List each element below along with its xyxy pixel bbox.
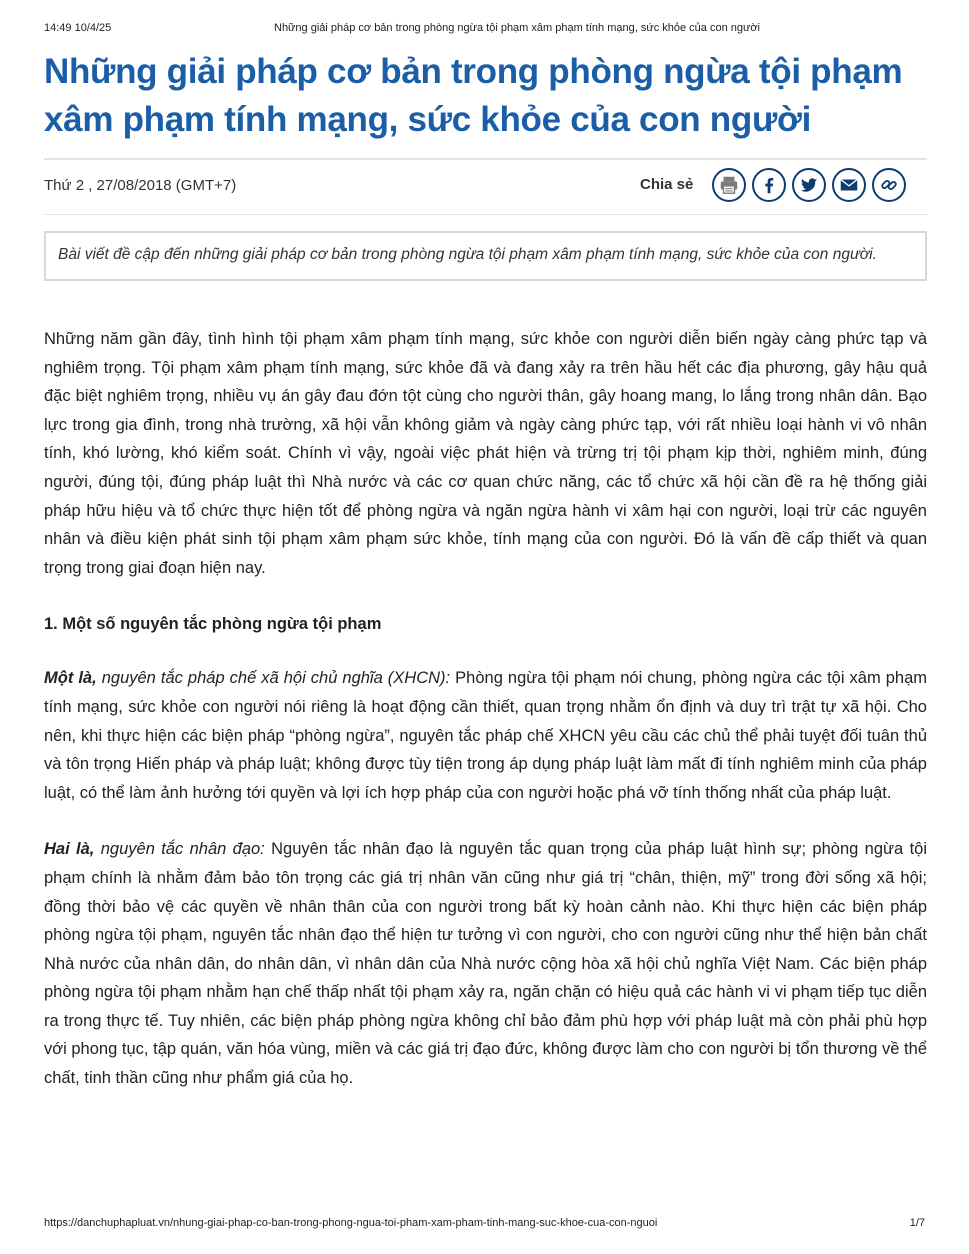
article-summary: Bài viết đề cập đến những giải pháp cơ bản trong phòng ngừa tội phạm xâm phạm tính mạng, sức khỏe của con người. — [44, 231, 927, 281]
p2-lead: Hai là, — [44, 840, 95, 859]
print-header — [44, 22, 925, 36]
print-title: Những giải pháp cơ bản trong phòng ngừa tội phạm xâm phạm tính mạng, sức khỏe của con người — [274, 22, 761, 34]
publish-date: Thứ 2 , 27/08/2018 (GMT+7) — [44, 177, 237, 194]
email-icon[interactable] — [832, 168, 866, 202]
print-icon[interactable] — [712, 168, 746, 202]
share-label: Chia sẻ — [640, 176, 694, 193]
section-heading: 1. Một số nguyên tắc phòng ngừa tội phạm — [44, 615, 382, 634]
link-icon[interactable] — [872, 168, 906, 202]
p1-text: Phòng ngừa tội phạm nói chung, phòng ngừa các tội xâm phạm tính mạng, sức khỏe con người nói riêng là hoạt động cần thiết, quan trọng nhằm ổn định và duy trì trật tự xã hội. Cho nên, khi thực hiện các biện pháp “phòng ngừa”, nguyên tắc pháp chế XHCN yêu cầu các chủ thể phải tuyệt đối tuân thủ và tôn trọng Hiến pháp và pháp luật; không được tùy tiện trong áp dụng pháp luật làm mất đi tính nghiêm minh của pháp luật, có thể làm ảnh hưởng tới quyền và lợi ích hợp pháp của con người hoặc phá vỡ tính thống nhất của pháp luật. — [44, 669, 927, 802]
article-body — [44, 325, 927, 1093]
p1-lead: Một là, — [44, 669, 97, 688]
print-time: 14:49 10/4/25 — [44, 22, 112, 34]
article-title — [44, 48, 927, 144]
principle-paragraph-2 — [44, 835, 927, 1092]
meta-divider — [44, 214, 927, 215]
principle-paragraph-1 — [44, 664, 927, 807]
p2-text: Nguyên tắc nhân đạo là nguyên tắc quan trọng của pháp luật hình sự; phòng ngừa tội phạm chính là nhằm đảm bảo tôn trọng các giá trị nhân văn cũng như giá trị “chân, thiện, mỹ” trong đời sống xã hội; đồng thời bảo vệ các quyền về nhân thân của con người trong bất kỳ hoàn cảnh nào. Khi thực hiện các biện pháp phòng ngừa tội phạm, nguyên tắc nhân đạo thể hiện tư tưởng vì con người, cho con người cũng như thể hiện bản chất Nhà nước của nhân dân, do nhân dân, vì nhân dân của Nhà nước cộng hòa xã hội chủ nghĩa Việt Nam. Các biện pháp phòng ngừa tội phạm nhằm hạn chế thấp nhất tội phạm xảy ra, ngăn chặn có hiệu quả các hành vi vi phạm tiếp tục diễn ra trong thực tế. Tuy nhiên, các biện pháp phòng ngừa không chỉ bảo đảm phù hợp với pháp luật mà còn phải phù hợp với phong tục, tập quán, văn hóa vùng, miền và các giá trị đạo đức, không được làm cho con người bị tổn thương về thể chất, tinh thần cũng như phẩm giá của họ. — [44, 840, 928, 1088]
p1-lead-italic: nguyên tắc pháp chế xã hội chủ nghĩa (XHCN): — [96, 669, 451, 688]
print-url: https://danchuphapluat.vn/nhung-giai-phap-co-ban-trong-phong-ngua-toi-pham-xam-pham-tinh-mang-suc-khoe-cua-con-nguoi — [44, 1217, 658, 1229]
facebook-icon[interactable] — [752, 168, 786, 202]
intro-paragraph: Những năm gần đây, tình hình tội phạm xâm phạm tính mạng, sức khỏe con người diễn biến ngày càng phức tạp và nghiêm trọng. Tội phạm xâm phạm tính mạng, sức khỏe đã và đang xảy ra trên hầu hết các địa phương, gây hậu quả đặc biệt nghiêm trọng, nhiều vụ án gây đau đớn tột cùng cho người thân, gây hoang mang, lo lắng trong nhân dân. Bạo lực trong gia đình, trong nhà trường, xã hội vẫn không giảm và ngày càng phức tạp, với rất nhiều loại hành vi vô nhân tính, khó lường, khó kiểm soát. Chính vì vậy, ngoài việc phát hiện và trừng trị tội phạm kịp thời, nghiêm minh, đúng người, đúng tội, đúng pháp luật thì Nhà nước và các cơ quan chức năng, các tổ chức xã hội cần đề ra hệ thống giải pháp hữu hiệu và tổ chức thực hiện tốt để phòng ngừa và ngăn ngừa hành vi xâm hại con người, loại trừ các nguyên nhân và điều kiện phát sinh tội phạm xâm phạm sức khỏe, tính mạng của con người. Đó là vấn đề cấp thiết và quan trọng trong giai đoạn hiện nay. — [44, 330, 927, 577]
print-footer — [44, 1217, 925, 1231]
article-title-line2: xâm phạm tính mạng, sức khỏe của con người — [44, 100, 812, 139]
p2-lead-italic: nguyên tắc nhân đạo: — [94, 840, 265, 859]
twitter-icon[interactable] — [792, 168, 826, 202]
article-title-line1: Những giải pháp cơ bản trong phòng ngừa tội phạm — [44, 52, 903, 91]
article — [44, 48, 927, 1121]
meta-row — [44, 160, 927, 214]
page-number: 1/7 — [909, 1217, 925, 1229]
share-icons — [712, 168, 906, 202]
